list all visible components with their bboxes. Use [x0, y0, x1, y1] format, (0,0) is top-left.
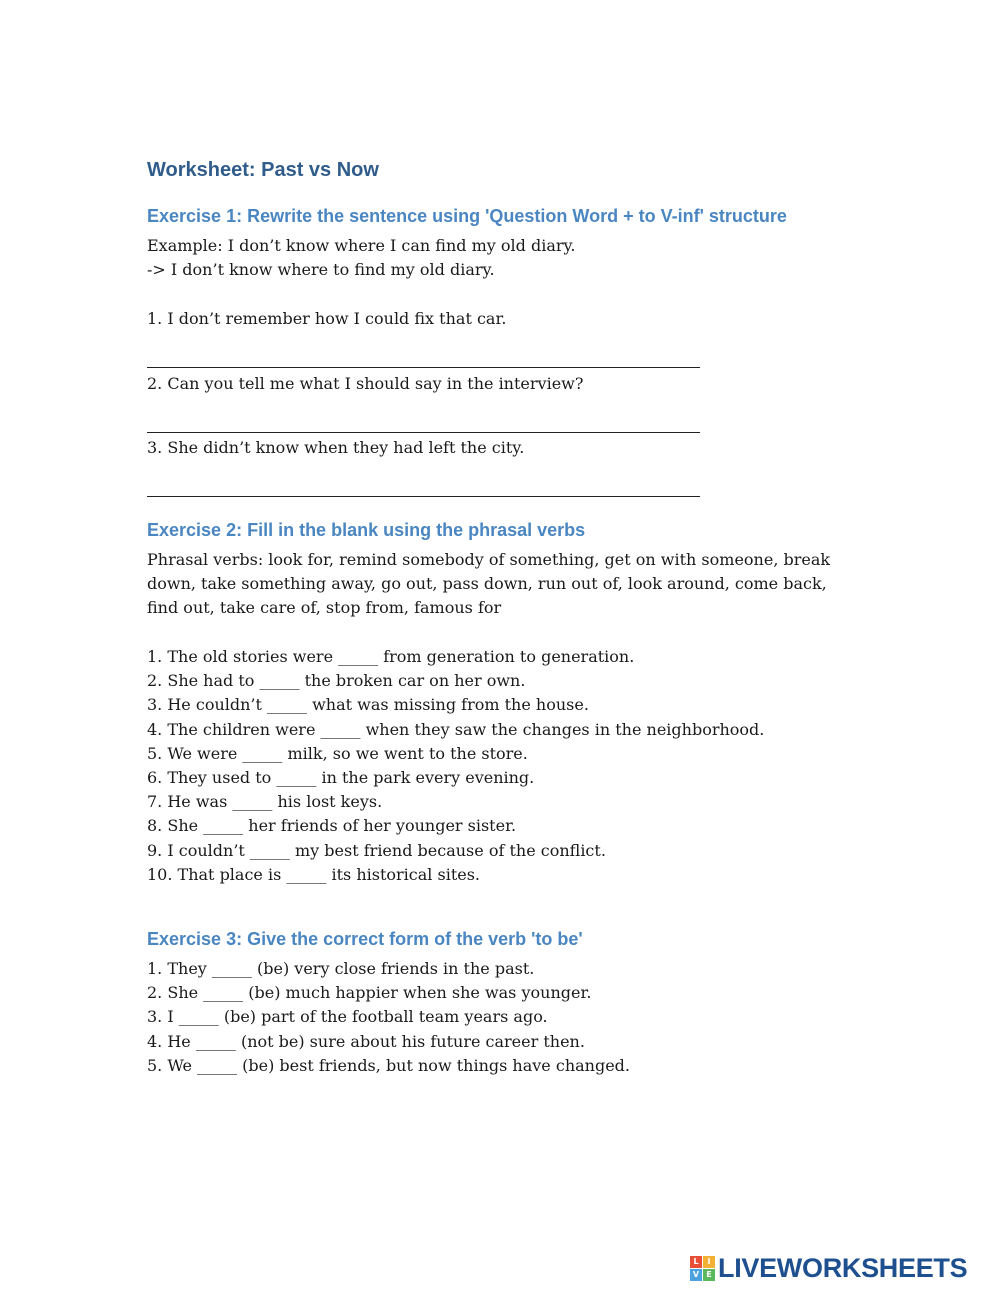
verb-form-item: 4. He _____ (not be) sure about his future career then. — [147, 1031, 585, 1051]
verb-form-item: 1. They _____ (be) very close friends in the past. — [147, 959, 535, 978]
example-answer: -> I don’t know where to find my old diary. — [147, 260, 495, 280]
exercise-3 — [147, 929, 867, 950]
fill-blank-item: 10. That place is _____ its historical sites. — [147, 864, 481, 884]
exercise-1-item — [147, 372, 867, 396]
logo-mark-tile: L — [690, 1256, 702, 1268]
exercise-2-items — [147, 645, 867, 887]
exercise-1-example — [147, 234, 867, 282]
exercise-1-item — [147, 307, 867, 331]
verb-form-item: 3. I _____ (be) part of the football team years ago. — [147, 1007, 548, 1027]
logo-mark-tile: I — [703, 1256, 715, 1268]
answer-line[interactable] — [147, 496, 867, 497]
exercise-3-heading: Exercise 3: Give the correct form of the verb 'to be' — [147, 929, 583, 949]
exercise-3-items — [147, 957, 867, 1078]
verb-form-item: 2. She _____ (be) much happier when she was younger. — [147, 983, 592, 1003]
exercise-1 — [147, 206, 867, 227]
answer-line[interactable] — [147, 367, 867, 368]
exercise-1-question: 2. Can you tell me what I should say in the interview? — [147, 374, 584, 393]
logo-text: LIVEWORKSHEETS — [718, 1252, 968, 1283]
answer-line[interactable] — [147, 432, 867, 433]
verb-form-item: 5. We _____ (be) best friends, but now things have changed. — [147, 1055, 630, 1075]
fill-blank-item: 1. The old stories were _____ from generation to generation. — [147, 647, 635, 666]
exercise-1-question: 3. She didn’t know when they had left the city. — [147, 438, 525, 457]
fill-blank-item: 2. She had to _____ the broken car on her own. — [147, 671, 526, 691]
fill-blank-item: 3. He couldn’t _____ what was missing from the house. — [147, 695, 589, 715]
exercise-2 — [147, 520, 867, 541]
fill-blank-item: 8. She _____ her friends of her younger sister. — [147, 816, 517, 836]
logo-mark-tile: V — [690, 1269, 702, 1281]
worksheet-title: Worksheet: Past vs Now — [147, 159, 379, 181]
exercise-1-question: 1. I don’t remember how I could fix that car. — [147, 309, 507, 328]
exercise-2-heading: Exercise 2: Fill in the blank using the phrasal verbs — [147, 520, 586, 540]
liveworksheets-logo — [690, 1250, 990, 1286]
exercise-1-item — [147, 436, 867, 460]
fill-blank-item: 5. We were _____ milk, so we went to the store. — [147, 743, 528, 763]
fill-blank-item: 6. They used to _____ in the park every evening. — [147, 768, 535, 788]
logo-mark-tile: E — [703, 1269, 715, 1281]
logo-mark-icon — [690, 1256, 715, 1281]
fill-blank-item: 7. He was _____ his lost keys. — [147, 792, 383, 812]
phrasal-verbs-list — [147, 548, 867, 621]
phrasal-verbs-text: Phrasal verbs: look for, remind somebody of something, get on with someone, break down, take something away, go out, pass down, run out of, look around, come back, find out, take care of, stop from, famous for — [147, 550, 831, 618]
exercise-1-heading: Exercise 1: Rewrite the sentence using 'Question Word + to V-inf' structure — [147, 206, 787, 226]
example-sentence: Example: I don’t know where I can find my old diary. — [147, 236, 576, 255]
fill-blank-item: 9. I couldn’t _____ my best friend because of the conflict. — [147, 840, 606, 860]
fill-blank-item: 4. The children were _____ when they saw the changes in the neighborhood. — [147, 719, 765, 739]
